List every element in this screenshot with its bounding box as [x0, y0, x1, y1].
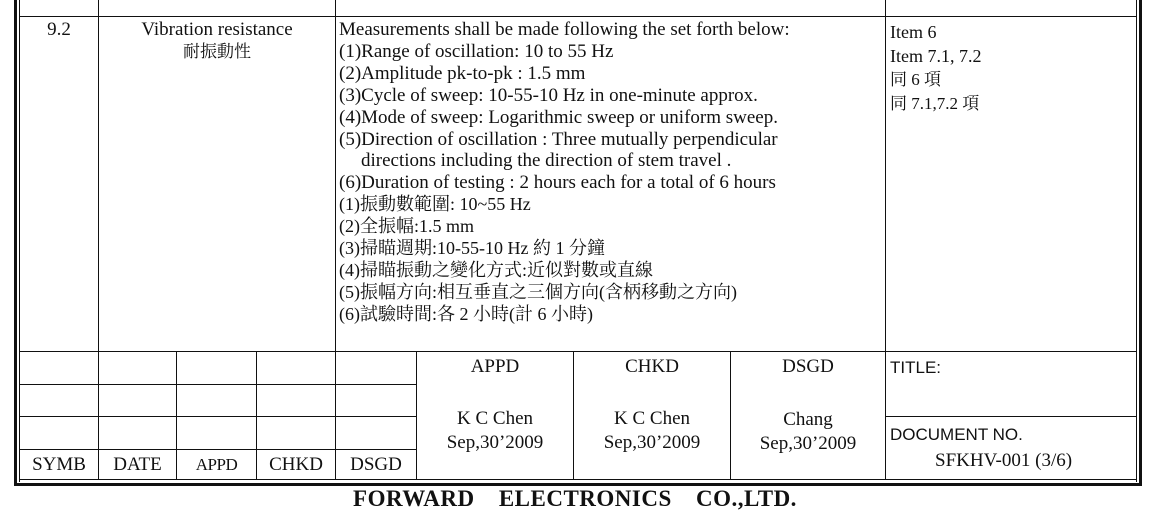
- reference-item: 同 7.1,7.2 項: [890, 93, 980, 113]
- reference-item: Item 7.1, 7.2: [890, 45, 982, 66]
- item-name-zh: 耐振動性: [183, 42, 251, 61]
- header-date: DATE: [113, 454, 162, 475]
- approval-role-chkd: CHKD: [625, 356, 679, 377]
- method-line: (1)振動數範圍: 10~55 Hz: [339, 194, 531, 215]
- method-line: (5)Direction of oscillation : Three mutually perpendicular: [339, 128, 778, 150]
- reference-item: Item 6: [890, 22, 937, 42]
- method-line: (3)掃瞄週期:10-55-10 Hz 約 1 分鐘: [339, 238, 605, 258]
- document-number: SFKHV-001 (3/6): [935, 450, 1073, 471]
- method-line: directions including the direction of stem travel .: [361, 150, 732, 172]
- header-chkd: CHKD: [269, 454, 323, 475]
- header-dsgd: DSGD: [350, 454, 402, 475]
- header-appd: APPD: [195, 455, 238, 474]
- approval-date-chkd: Sep,30’2009: [603, 432, 701, 453]
- header-symb: SYMB: [32, 454, 86, 475]
- method-line: (1)Range of oscillation: 10 to 55 Hz: [339, 40, 614, 62]
- approval-role-dsgd: DSGD: [782, 356, 834, 377]
- item-number: 9.2: [47, 19, 71, 40]
- reference-item: 同 6 項: [890, 70, 941, 89]
- approval-role-appd: APPD: [470, 356, 520, 377]
- approval-name-appd: K C Chen: [457, 408, 533, 429]
- title-label: TITLE:: [890, 358, 942, 377]
- method-line: (2)Amplitude pk-to-pk : 1.5 mm: [339, 62, 586, 84]
- method-line: (2)全振幅:1.5 mm: [339, 216, 474, 237]
- company-name: FORWARD ELECTRONICS CO.,LTD.: [353, 486, 797, 511]
- method-line: (3)Cycle of sweep: 10-55-10 Hz in one-minute approx.: [339, 84, 758, 106]
- method-line: (4)Mode of sweep: Logarithmic sweep or uniform sweep.: [339, 106, 778, 128]
- approval-date-appd: Sep,30’2009: [446, 432, 544, 453]
- method-line: (6)Duration of testing : 2 hours each for a total of 6 hours: [339, 172, 776, 194]
- approval-name-dsgd: Chang: [783, 409, 833, 430]
- method-line: Measurements shall be made following the set forth below:: [339, 19, 790, 40]
- method-line: (6)試驗時間:各 2 小時(計 6 小時): [339, 303, 593, 324]
- approval-date-dsgd: Sep,30’2009: [759, 433, 857, 454]
- method-line: (5)振幅方向:相互垂直之三個方向(含柄移動之方向): [339, 281, 737, 302]
- document-number-label: DOCUMENT NO.: [890, 425, 1023, 444]
- item-name-en: Vibration resistance: [141, 19, 293, 40]
- method-line: (4)掃瞄振動之變化方式:近似對數或直線: [339, 259, 653, 280]
- approval-name-chkd: K C Chen: [614, 408, 690, 429]
